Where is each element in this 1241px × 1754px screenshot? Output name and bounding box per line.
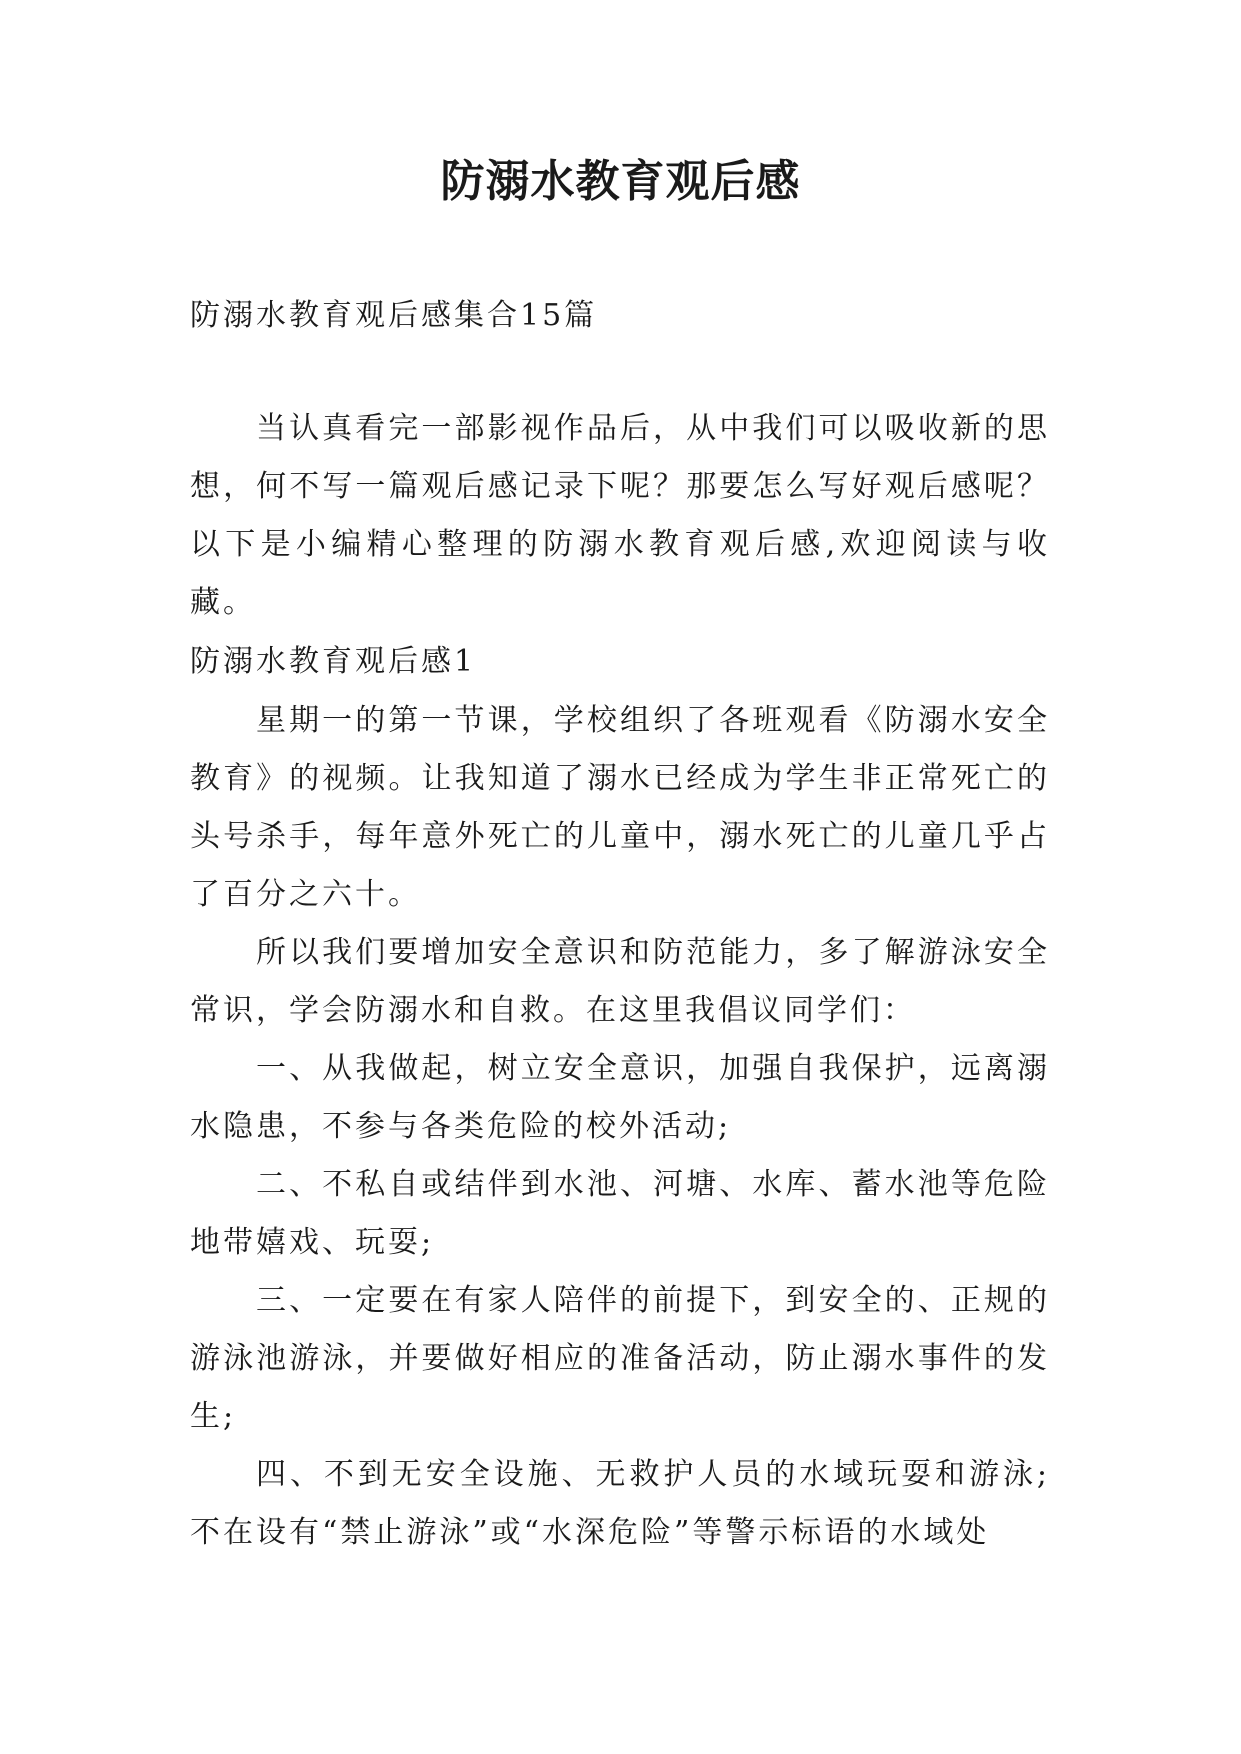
body-paragraph: 星期一的第一节课，学校组织了各班观看《防溺水安全教育》的视频。让我知道了溺水已经成为学生非正常死亡的头号杀手，每年意外死亡的儿童中，溺水死亡的儿童几乎占了百分之六十。 [190, 703, 1050, 912]
intro-paragraph: 当认真看完一部影视作品后，从中我们可以吸收新的思想，何不写一篇观后感记录下呢？那要怎么写好观后感呢？以下是小编精心整理的防溺水教育观后感,欢迎阅读与收藏。 [190, 411, 1050, 620]
body-paragraph: 所以我们要增加安全意识和防范能力，多了解游泳安全常识，学会防溺水和自救。在这里我倡议同学们： [190, 935, 1050, 1028]
body-paragraph: 四、不到无安全设施、无救护人员的水域玩耍和游泳;不在设有“禁止游泳”或“水深危险”等警示标语的水域处 [190, 1457, 1050, 1550]
body-paragraph: 二、不私自或结伴到水池、河塘、水库、蓄水池等危险地带嬉戏、玩耍; [190, 1167, 1050, 1260]
document-title: 防溺水教育观后感 [440, 156, 801, 207]
body-paragraph: 一、从我做起，树立安全意识，加强自我保护，远离溺水隐患，不参与各类危险的校外活动; [190, 1051, 1050, 1144]
body-paragraph: 三、一定要在有家人陪伴的前提下，到安全的、正规的游泳池游泳，并要做好相应的准备活动，防止溺水事件的发生; [190, 1283, 1050, 1434]
section-heading: 防溺水教育观后感1 [190, 644, 477, 679]
document-subtitle: 防溺水教育观后感集合15篇 [190, 298, 598, 333]
section-body [190, 692, 1050, 1562]
